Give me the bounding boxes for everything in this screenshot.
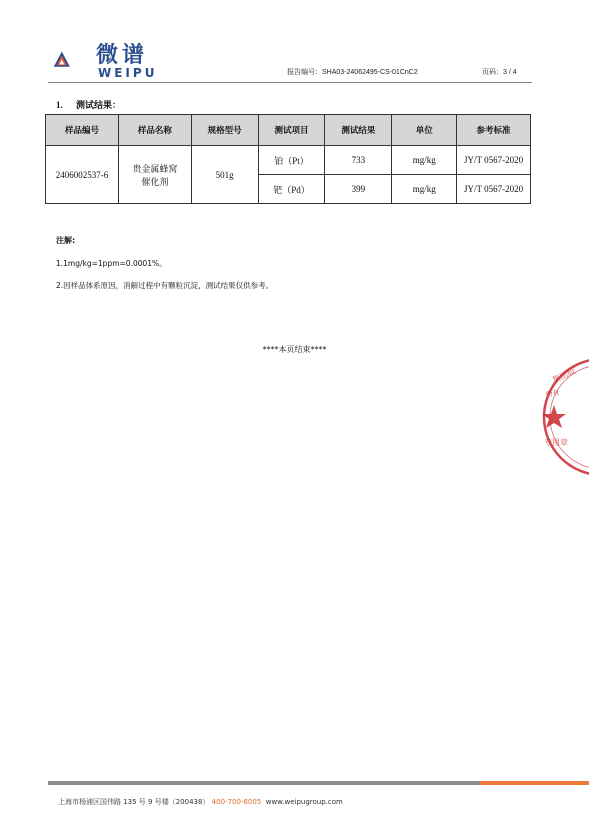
col-header-standard: 参考标准 [457,115,531,146]
section-title-text: 测试结果： [76,100,122,110]
table-header-row [46,115,531,146]
unit-cell: mg/kg [392,175,457,204]
standard-cell: JY/T 0567-2020 [457,175,531,204]
note-item-2: 2.因样品体系原因，消解过程中有颗粒沉淀，测试结果仅供参考。 [56,281,274,290]
page-number: 页码：3 / 4 [482,69,517,76]
footer-bar-orange [480,781,589,785]
table-row [46,146,531,175]
col-header-sample-id: 样品编号 [46,115,119,146]
report-number: 报告编号：SHA03-24062495-CS-01CnC2 [287,69,418,76]
col-header-result: 测试结果 [325,115,392,146]
section-number: 1. [56,100,63,110]
header-divider [48,82,532,83]
footer-address-line [58,797,343,807]
results-table [45,114,531,204]
test-item-cell: 铂（Pt） [258,146,325,175]
logo-english-text: WEIPU [98,66,158,80]
footer-website[interactable]: www.weipugroup.com [265,798,343,806]
note-item-1: 1.1mg/kg=1ppm=0.0001%。 [56,259,167,268]
notes-title: 注解: [56,236,76,245]
sample-id-cell: 2406002537-6 [46,146,119,204]
result-cell: 399 [325,175,392,204]
logo-chinese-text: 微谱 [96,43,149,68]
svg-text:份有: 份有 [544,388,561,399]
weipu-logo-icon [53,38,97,82]
result-cell: 733 [325,146,392,175]
spec-cell: 501g [191,146,258,204]
footer-address: 上海市杨浦区国伟路 135 号 9 号楼（200438） [58,798,210,806]
page-end-marker: ****本页结束**** [262,345,327,354]
col-header-unit: 单位 [392,115,457,146]
col-header-sample-name: 样品名称 [118,115,191,146]
sample-name-line2: 催化剂 [141,176,169,187]
col-header-spec: 规格型号 [191,115,258,146]
standard-cell: JY/T 0567-2020 [457,146,531,175]
section-title [56,98,121,111]
company-seal-icon [540,355,589,485]
sample-name-cell [118,146,191,204]
unit-cell: mg/kg [392,146,457,175]
footer-phone: 400-700-6005 [211,798,262,806]
svg-text:专用章: 专用章 [544,438,568,447]
test-item-cell: 钯（Pd） [258,175,325,204]
sample-name-line1: 贵金属蜂窝 [132,163,178,174]
svg-text:集团股: 集团股 [551,366,577,385]
footer-bar-gray [48,781,480,785]
col-header-test-item: 测试项目 [258,115,325,146]
